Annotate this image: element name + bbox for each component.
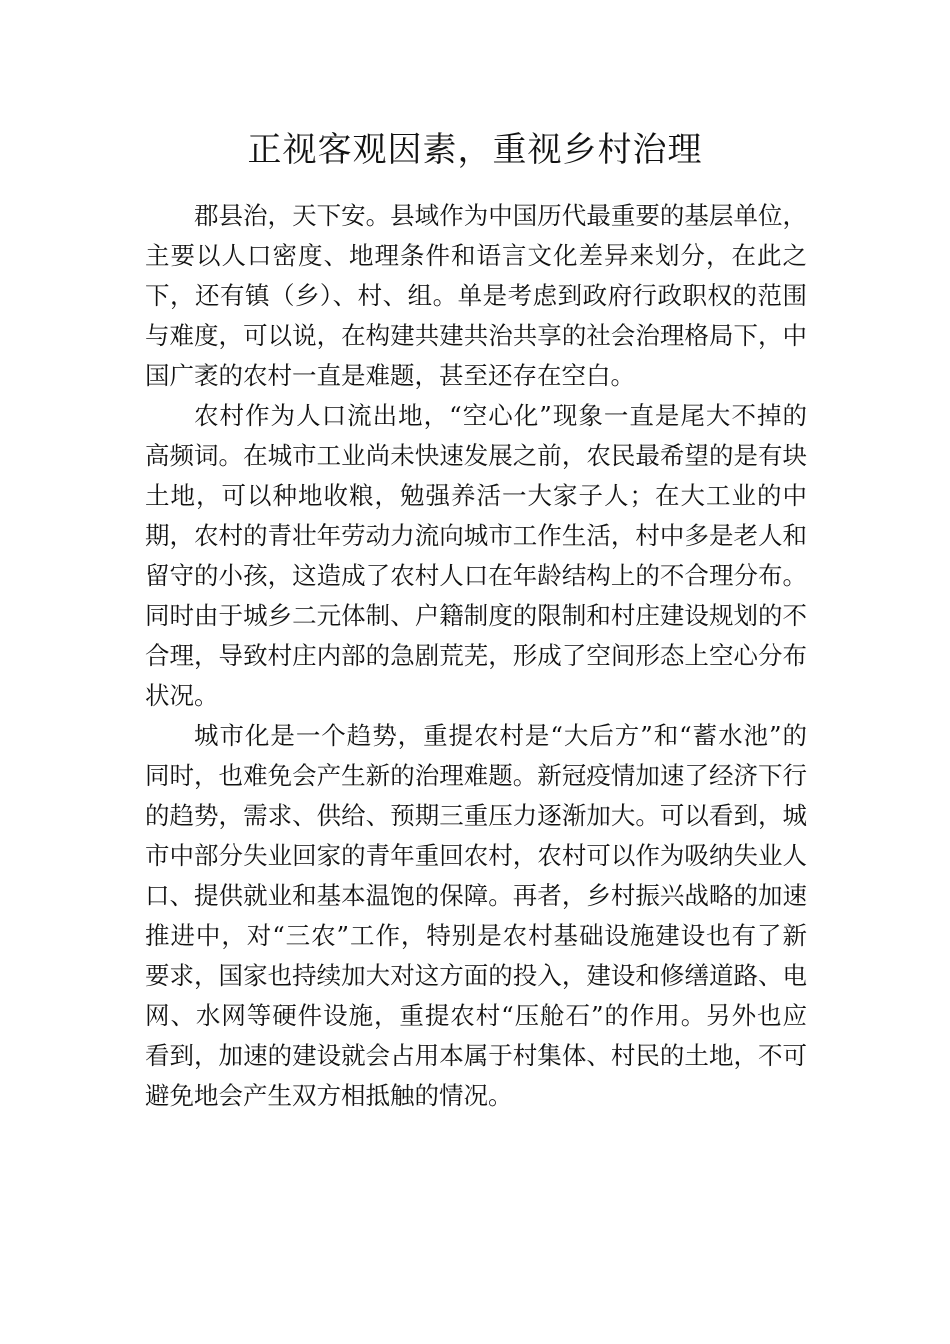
paragraph: 城市化是一个趋势，重提农村是“大后方”和“蓄水池”的同时，也难免会产生新的治理难题。新冠疫情加速了经济下行的趋势，需求、供给、预期三重压力逐渐加大。可以看到，城市中部分失业回家的青年重回农村，农村可以作为吸纳失业人口、提供就业和基本温饱的保障。再者，乡村振兴战略的加速推进中，对“三农”工作，特别是农村基础设施建设也有了新要求，国家也持续加大对这方面的投入，建设和修缮道路、电网、水网等硬件设施，重提农村“压舱石”的作用。另外也应看到，加速的建设就会占用本属于村集体、村民的土地，不可避免地会产生双方相抵触的情况。 <box>145 721 807 1110</box>
document-title: 正视客观因素，重视乡村治理 <box>247 130 703 170</box>
document-body <box>145 196 807 1116</box>
paragraph: 农村作为人口流出地，“空心化”现象一直是尾大不掉的高频词。在城市工业尚未快速发展之前，农民最希望的是有块土地，可以种地收粮，勉强养活一大家子人；在大工业的中期，农村的青壮年劳动力流向城市工作生活，村中多是老人和留守的小孩，这造成了农村人口在年龄结构上的不合理分布。同时由于城乡二元体制、户籍制度的限制和村庄建设规划的不合理，导致村庄内部的急剧荒芜，形成了空间形态上空心分布状况。 <box>145 401 807 710</box>
paragraph: 郡县治，天下安。县域作为中国历代最重要的基层单位，主要以人口密度、地理条件和语言文化差异来划分，在此之下，还有镇（乡）、村、组。单是考虑到政府行政职权的范围与难度，可以说，在构建共建共治共享的社会治理格局下，中国广袤的农村一直是难题，甚至还存在空白。 <box>145 201 807 390</box>
